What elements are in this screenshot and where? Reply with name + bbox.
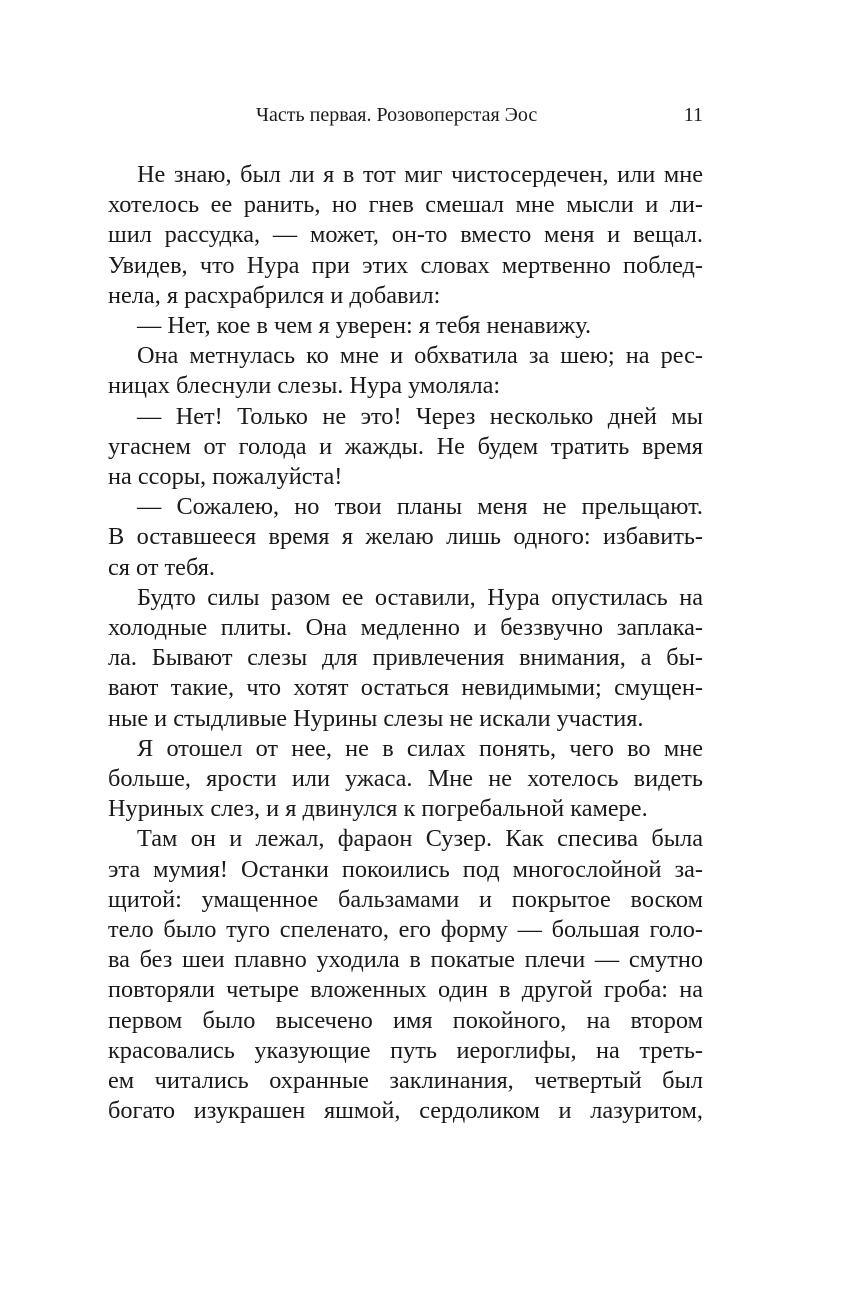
text-line: Нуриных слез, и я двинулся к погребальной камере. [108,795,648,823]
text-line: ла. Бывают слезы для привлечения внимания, а бы- [108,644,703,672]
text-line: щитой: умащенное бальзамами и покрытое воском [108,885,703,913]
text-line: Я отошел от нее, не в силах понять, чего во мне [137,734,703,762]
text-line: — Нет, кое в чем я уверен: я тебя ненавижу. [137,312,592,340]
paragraph [108,492,703,583]
text-line: богато изукрашен яшмой, сердоликом и лазуритом, [108,1097,703,1125]
running-title: Часть первая. Розовоперстая Эос [256,104,538,126]
text-line: нела, я расхрабрился и добавил: [108,281,441,309]
text-line: ем читались охранные заклинания, четвертый был [108,1067,703,1095]
text-line: холодные плиты. Она медленно и беззвучно заплака- [108,614,703,642]
text-line: — Нет! Только не это! Через несколько дней мы [137,402,703,430]
text-line: больше, ярости или ужаса. Мне не хотелось видеть [108,765,703,793]
paragraph [108,583,703,734]
text-line: Там он и лежал, фараон Сузер. Как спесива была [137,825,703,853]
text-line: хотелось ее ранить, но гнев смешал мне мысли и ли- [108,191,703,219]
text-line: эта мумия! Останки покоились под многослойной за- [108,855,703,883]
text-line: ся от тебя. [108,553,215,581]
text-line: Увидев, что Нура при этих словах мертвенно поблед- [108,251,703,279]
text-line: красовались указующие путь иероглифы, на треть- [108,1036,703,1064]
text-line: Будто силы разом ее оставили, Нура опустилась на [137,583,703,611]
text-line: Не знаю, был ли я в тот миг чистосердечен, или мне [137,161,703,188]
text-line: шил рассудка, — может, он-то вместо меня и вещал. [108,221,703,249]
text-line: повторяли четыре вложенных один в другой гроба: на [108,976,703,1004]
text-line: на ссоры, пожалуйста! [108,463,343,491]
paragraph [108,341,703,401]
paragraph [108,311,703,341]
paragraph [108,402,703,493]
text-line: — Сожалею, но твои планы меня не прельщают. [137,493,703,521]
text-line: вают такие, что хотят остаться невидимыми; смущен- [108,674,703,702]
running-head [108,100,703,130]
text-line: ницах блеснули слезы. Нура умоляла: [108,372,501,400]
text-line: угаснем от голода и жажды. Не будем тратить время [108,432,703,460]
paragraph [108,734,703,825]
text-line: Она метнулась ко мне и обхватила за шею; на рес- [137,342,703,370]
text-line: ва без шеи плавно уходила в покатые плечи — смутно [108,946,703,974]
page-number: 11 [683,104,703,126]
body-text [108,160,703,1127]
text-line: тело было туго спеленато, его форму — большая голо- [108,916,703,944]
text-line: первом было высечено имя покойного, на втором [108,1006,703,1034]
paragraph [108,824,703,1126]
text-line: ные и стыдливые Нурины слезы не искали участия. [108,704,644,732]
paragraph [108,160,703,311]
text-line: В оставшееся время я желаю лишь одного: избавить- [108,523,703,551]
